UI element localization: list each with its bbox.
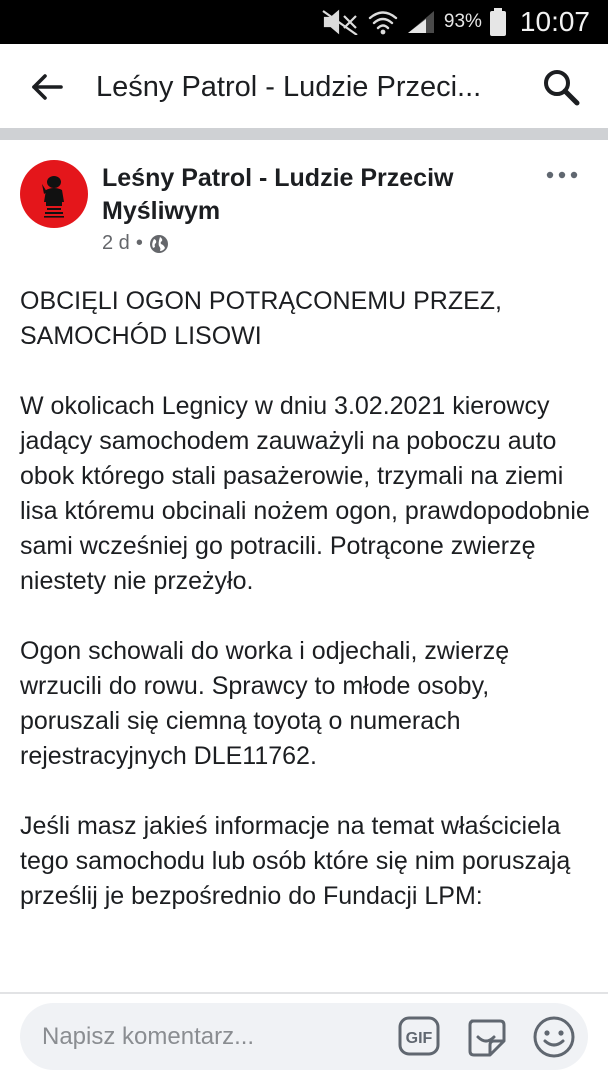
emoji-icon[interactable] (532, 1015, 576, 1059)
comment-placeholder: Napisz komentarz... (42, 1023, 255, 1050)
more-options-icon[interactable] (546, 170, 578, 180)
comment-divider (0, 992, 608, 994)
sticker-icon[interactable] (464, 1015, 508, 1059)
post-paragraph: Ogon schowali do worka i odjechali, zwierzę wrzucili do rowu. Sprawcy to młode osoby, poruszali się ciemną toyotą o numerach rejestracyjnych DLE11762. (20, 637, 510, 770)
clock: 10:07 (519, 6, 590, 37)
back-arrow-icon[interactable] (30, 72, 64, 102)
avatar[interactable] (20, 160, 88, 228)
battery-percent: 93% (443, 11, 482, 32)
gif-label: GIF (405, 1030, 433, 1047)
status-bar (0, 0, 608, 44)
battery-icon (490, 8, 506, 36)
signal-icon (406, 9, 436, 35)
post-paragraph-headline: OBCIĘLI OGON POTRĄCONEMU PRZEZ, SAMOCHÓD LISOWI (20, 287, 502, 350)
section-divider (0, 128, 608, 140)
post-meta (102, 232, 169, 255)
post-author-name[interactable]: Leśny Patrol - Ludzie Przeciw Myśliwym (102, 164, 454, 225)
post-paragraph: Jeśli masz jakieś informacje na temat właściciela tego samochodu lub osób które się nim poruszają prześlij je bezpośrednio do Fundacji LPM: (20, 812, 571, 910)
globe-icon (149, 234, 169, 254)
meta-separator: • (135, 232, 143, 254)
mute-icon (322, 9, 360, 35)
page-title: Leśny Patrol - Ludzie Przeci... (96, 71, 482, 103)
page-logo-icon (20, 160, 88, 228)
comment-input[interactable] (20, 1003, 588, 1070)
wifi-icon (368, 8, 398, 36)
post-card (0, 140, 608, 992)
post-body (20, 284, 590, 949)
post-paragraph: W okolicach Legnicy w dniu 3.02.2021 kierowcy jadący samochodem zauważyli na poboczu auto obok którego stali pasażerowie, trzymali na ziemi lisa któremu obcinali nożem ogon, prawdopodobnie sami wcześniej go potracili. Potrącone zwierzę niestety nie przeżyło. (20, 392, 590, 595)
post-time[interactable]: 2 d (102, 232, 130, 254)
search-icon[interactable] (542, 68, 580, 106)
gif-button[interactable] (398, 1016, 440, 1056)
app-bar (0, 44, 608, 130)
